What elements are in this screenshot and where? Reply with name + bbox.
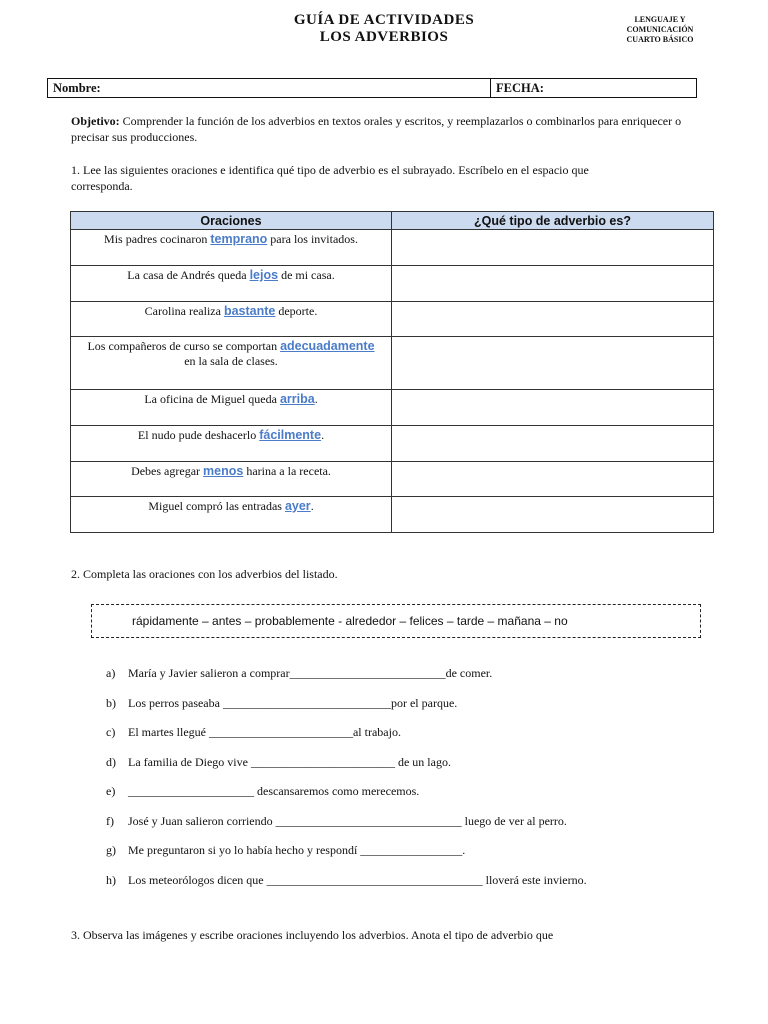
sentence-text — [71, 230, 391, 247]
sentence-text — [71, 337, 391, 369]
sentence-cell — [71, 266, 392, 302]
sentence-after: . — [321, 428, 325, 442]
item-label: f) — [106, 813, 114, 828]
sentence-cell — [71, 426, 392, 462]
underlined-adverb: menos — [203, 464, 244, 478]
item-sentence[interactable]: José y Juan salieron corriendo _______________________________ luego de ver al perro. — [128, 813, 567, 828]
sentence-after: . — [310, 499, 314, 513]
sentence-text — [71, 426, 391, 443]
item-sentence[interactable]: El martes llegué ________________________al trabajo. — [128, 725, 401, 739]
sentence-cell — [71, 462, 392, 497]
answer-cell[interactable] — [392, 426, 714, 462]
table-row — [71, 302, 714, 337]
sentence-text — [71, 497, 391, 514]
sentence-after: en la sala de clases. — [184, 354, 278, 368]
sentence-before: Miguel compró las entradas — [148, 499, 285, 513]
sentence-before: Carolina realiza — [144, 304, 224, 318]
sentence-before: Los compañeros de curso se comportan — [87, 339, 281, 353]
list-item — [106, 843, 726, 873]
table-row — [71, 426, 714, 462]
adverb-table — [70, 211, 714, 533]
student-info-row — [47, 78, 697, 98]
subject-line-1: LENGUAJE Y — [634, 15, 686, 24]
sentence-before: Debes agregar — [131, 464, 204, 478]
sentence-before: El nudo pude deshacerlo — [137, 428, 260, 442]
objective-text: Comprender la función de los adverbios en textos orales y escritos, y reemplazarlos o combinarlos para enriquecer o precisar sus producciones. — [71, 114, 682, 144]
sentence-text — [71, 462, 391, 479]
list-item — [106, 666, 726, 696]
underlined-adverb: temprano — [210, 232, 268, 246]
name-field[interactable] — [48, 79, 491, 97]
item-label: g) — [106, 843, 116, 857]
list-item — [106, 873, 726, 903]
item-sentence[interactable]: La familia de Diego vive ________________________ de un lago. — [128, 754, 451, 769]
list-item — [106, 755, 726, 785]
sentence-cell — [71, 390, 392, 426]
underlined-adverb: arriba — [279, 392, 315, 406]
completion-list — [106, 666, 726, 902]
answer-cell[interactable] — [392, 230, 714, 266]
sentence-before: La oficina de Miguel queda — [144, 392, 280, 406]
underlined-adverb: lejos — [249, 268, 279, 282]
table-row — [71, 337, 714, 390]
table-row — [71, 462, 714, 497]
underlined-adverb: bastante — [223, 304, 276, 318]
objective-paragraph — [71, 113, 711, 145]
item-sentence[interactable]: María y Javier salieron a comprar__________________________de comer. — [128, 666, 493, 680]
list-item — [106, 814, 726, 844]
table-row — [71, 497, 714, 533]
objective-label: Objetivo: — [71, 114, 120, 128]
answer-cell[interactable] — [392, 390, 714, 426]
table-header-row — [71, 212, 714, 230]
answer-cell[interactable] — [392, 497, 714, 533]
answer-cell[interactable] — [392, 266, 714, 302]
sentence-after: . — [314, 392, 318, 406]
sentence-cell — [71, 302, 392, 337]
sentence-before: La casa de Andrés queda — [127, 268, 250, 282]
adverb-word-list-box — [91, 604, 701, 638]
item-sentence[interactable]: _____________________ descansaremos como merecemos. — [128, 784, 420, 798]
sentence-text — [71, 302, 391, 319]
sentence-after: de mi casa. — [278, 268, 335, 282]
item-sentence[interactable]: Los perros paseaba ____________________________por el parque. — [128, 695, 458, 710]
exercise3-instruction: 3. Observa las imágenes y escribe oraciones incluyendo los adverbios. Anota el tipo de adverbio que — [71, 928, 554, 942]
sentence-after: deporte. — [275, 304, 318, 318]
underlined-adverb: adecuadamente — [280, 339, 375, 353]
table-row — [71, 390, 714, 426]
sentence-cell — [71, 230, 392, 266]
item-label: h) — [106, 872, 116, 887]
exercise1-instruction: 1. Lee las siguientes oraciones e identifica qué tipo de adverbio es el subrayado. Escríbelo en el espacio que corresponda. — [71, 163, 589, 193]
answer-cell[interactable] — [392, 302, 714, 337]
subject-line-3: CUARTO BÁSICO — [626, 35, 694, 44]
table-row — [71, 266, 714, 302]
sentence-cell — [71, 497, 392, 533]
sentence-text — [71, 266, 391, 283]
underlined-adverb: ayer — [284, 499, 311, 513]
item-label: e) — [106, 784, 116, 798]
date-label: FECHA: — [496, 80, 544, 95]
exercise2-instruction: 2. Completa las oraciones con los adverbios del listado. — [71, 567, 338, 581]
date-field[interactable] — [491, 79, 696, 97]
underlined-adverb: fácilmente — [259, 428, 322, 442]
subject-block — [604, 15, 716, 45]
sentence-after: para los invitados. — [267, 232, 358, 246]
answer-cell[interactable] — [392, 337, 714, 390]
item-sentence[interactable]: Me preguntaron si yo lo había hecho y respondí _________________. — [128, 843, 466, 857]
item-label: b) — [106, 695, 116, 710]
answer-cell[interactable] — [392, 462, 714, 497]
list-item — [106, 725, 726, 755]
sentence-text — [71, 390, 391, 407]
title-line-1: GUÍA DE ACTIVIDADES — [293, 12, 475, 28]
item-label: d) — [106, 754, 116, 769]
title-line-2: LOS ADVERBIOS — [319, 29, 449, 45]
list-item — [106, 784, 726, 814]
list-item — [106, 696, 726, 726]
header-oraciones: Oraciones — [71, 212, 392, 230]
sentence-before: Mis padres cocinaron — [104, 232, 211, 246]
adverb-word-list: rápidamente – antes – probablemente - alrededor – felices – tarde – mañana – no — [132, 614, 568, 628]
item-label: c) — [106, 725, 116, 739]
name-label: Nombre: — [53, 80, 101, 95]
sentence-cell — [71, 337, 392, 390]
item-label: a) — [106, 666, 116, 680]
sentence-after: harina a la receta. — [243, 464, 331, 478]
subject-line-2: COMUNICACIÓN — [626, 25, 694, 34]
item-sentence[interactable]: Los meteorólogos dicen que ____________________________________ lloverá este invierno. — [128, 872, 587, 887]
table-row — [71, 230, 714, 266]
header-tipo-adverbio: ¿Qué tipo de adverbio es? — [392, 212, 714, 230]
